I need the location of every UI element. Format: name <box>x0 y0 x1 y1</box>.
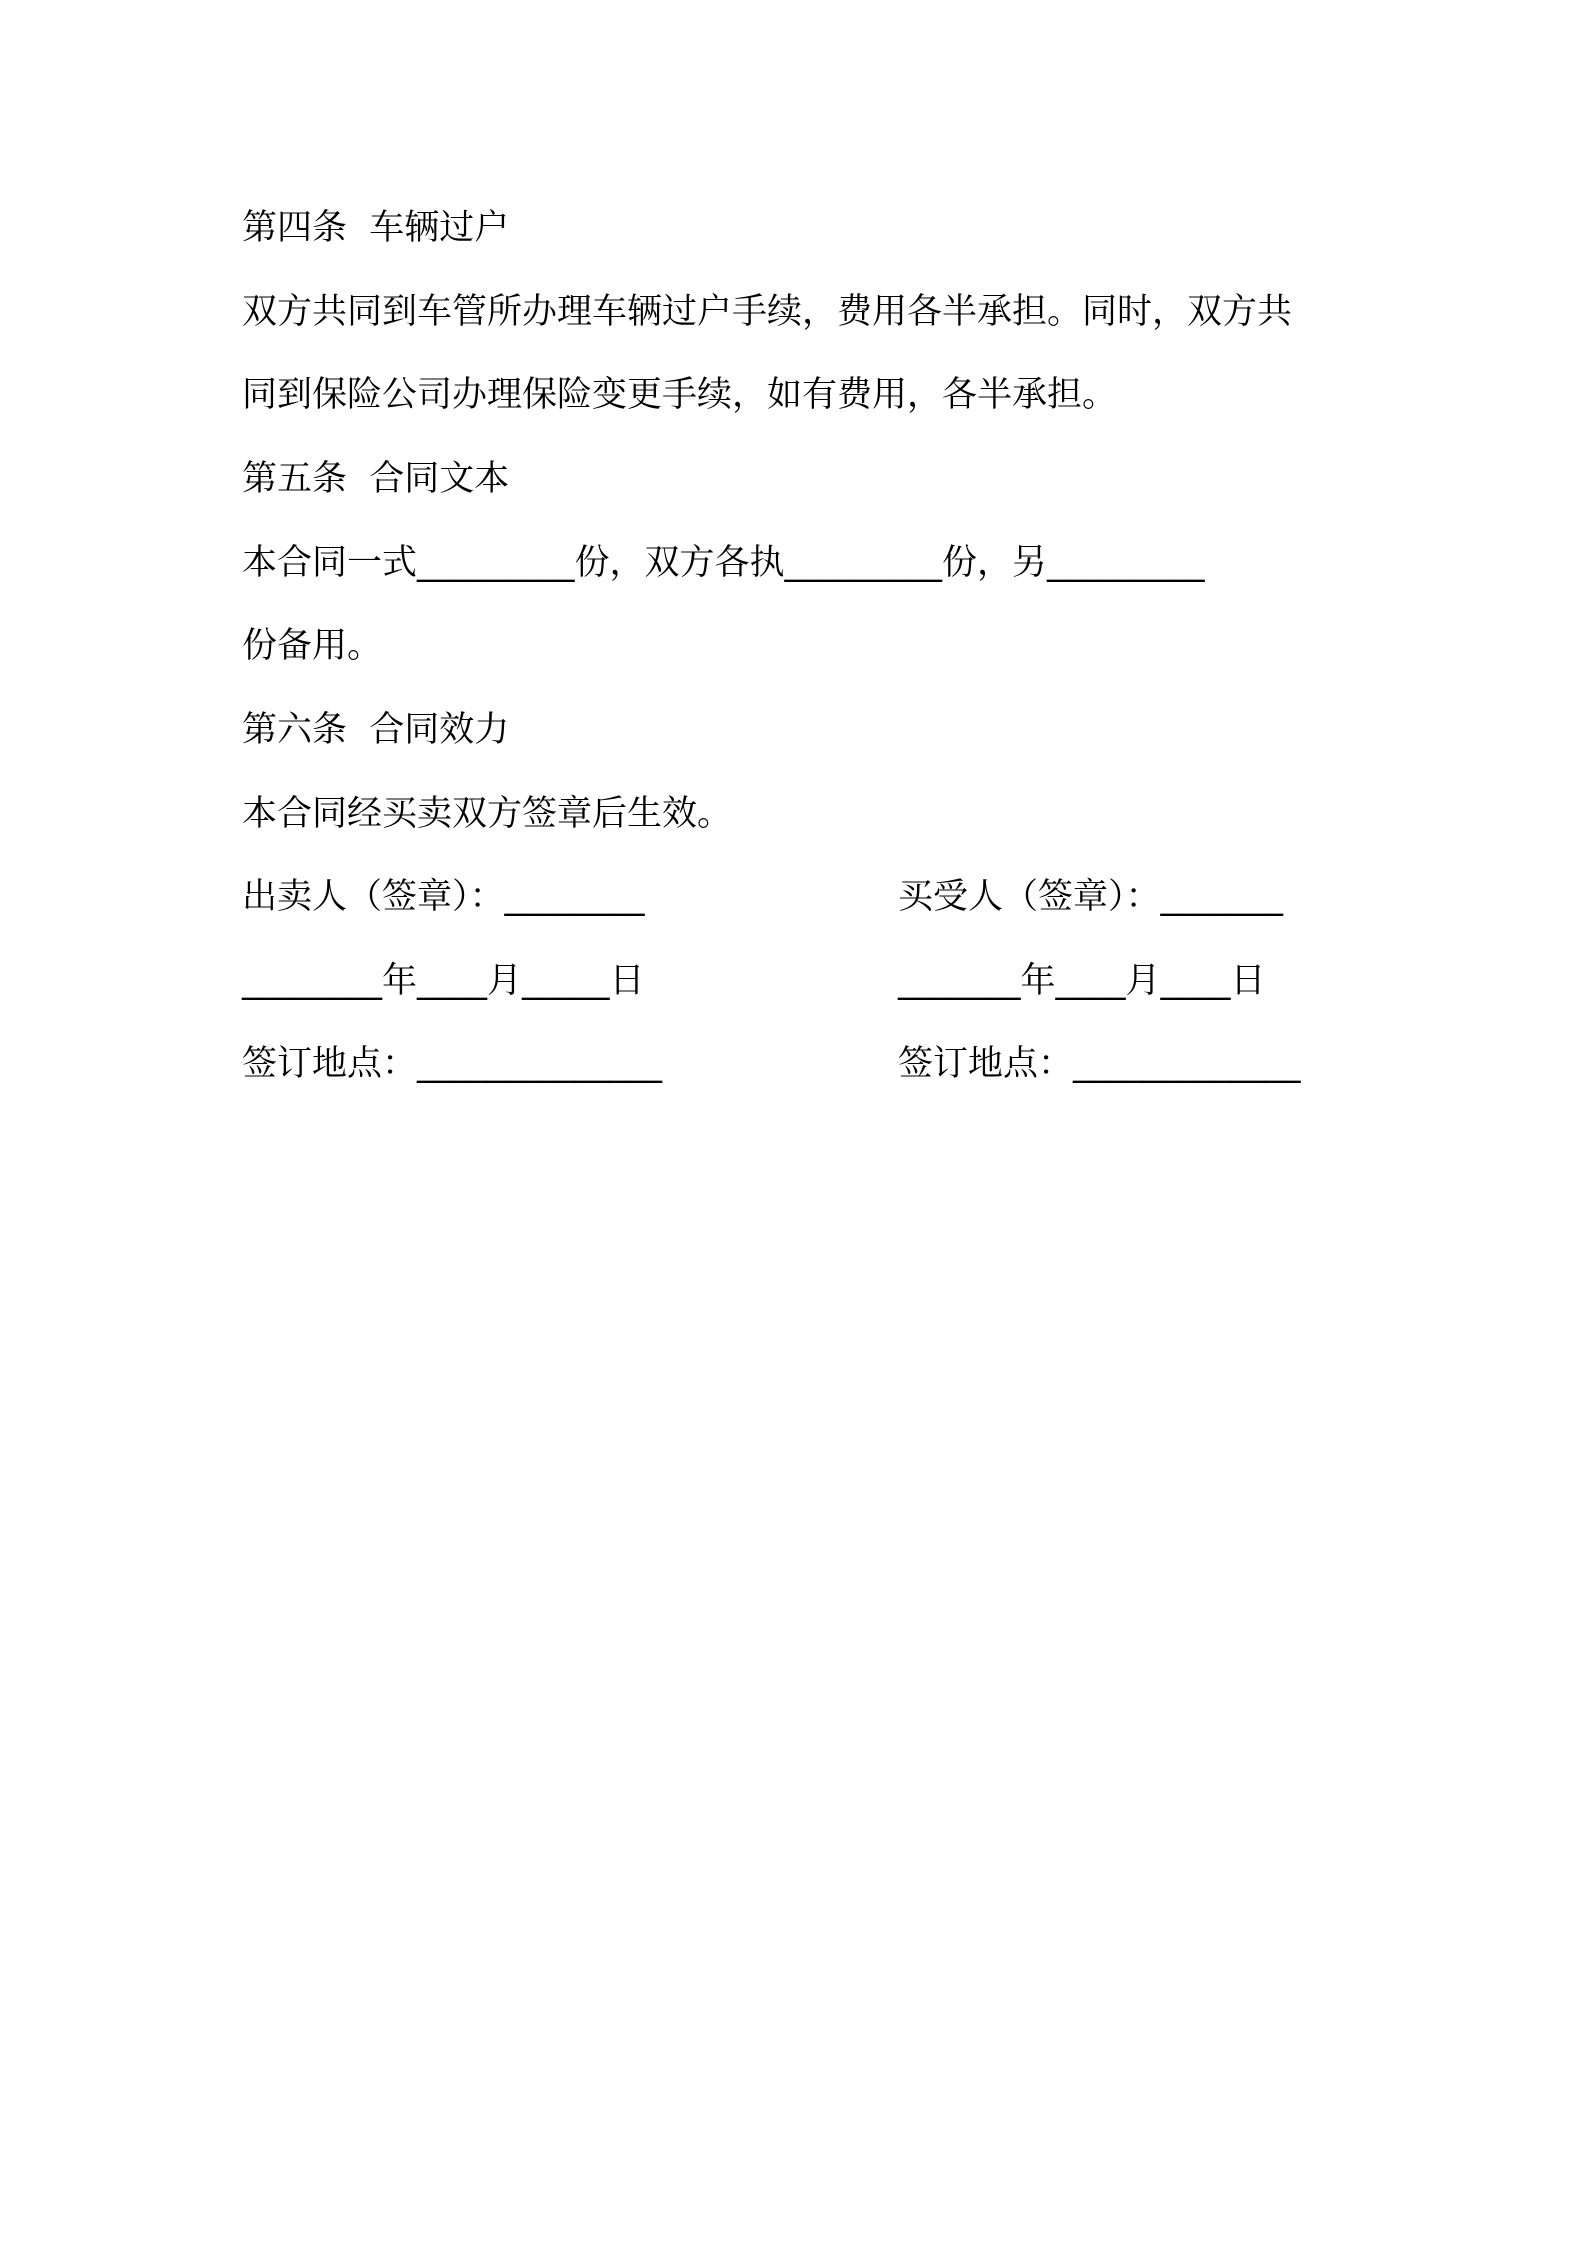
article-4-paragraph-line-2: 同到保险公司办理保险变更手续，如有费用，各半承担。 <box>242 375 1118 415</box>
article-5-heading: 第五条 合同文本 <box>242 459 510 499</box>
article-4-paragraph-line-1: 双方共同到车管所办理车辆过户手续，费用各半承担。同时，双方共 <box>242 292 1293 332</box>
article-6-paragraph-line-1: 本合同经买卖双方签章后生效。 <box>242 794 733 834</box>
seller-signature-label: 出卖人（签章）：________ <box>242 877 645 917</box>
seller-signing-place: 签订地点：______________ <box>242 1044 663 1084</box>
buyer-date-line: _______年____月____日 <box>898 961 1266 1001</box>
article-5-paragraph-line-2: 份备用。 <box>242 626 383 666</box>
article-4-heading: 第四条 车辆过户 <box>242 208 510 248</box>
buyer-signature-label: 买受人（签章）：_______ <box>898 877 1284 917</box>
buyer-signing-place: 签订地点：_____________ <box>898 1044 1301 1084</box>
seller-date-line: ________年____月_____日 <box>242 961 645 1001</box>
article-5-paragraph-line-1: 本合同一式_________份，双方各执_________份，另_________ <box>242 543 1205 583</box>
article-6-heading: 第六条 合同效力 <box>242 710 510 750</box>
